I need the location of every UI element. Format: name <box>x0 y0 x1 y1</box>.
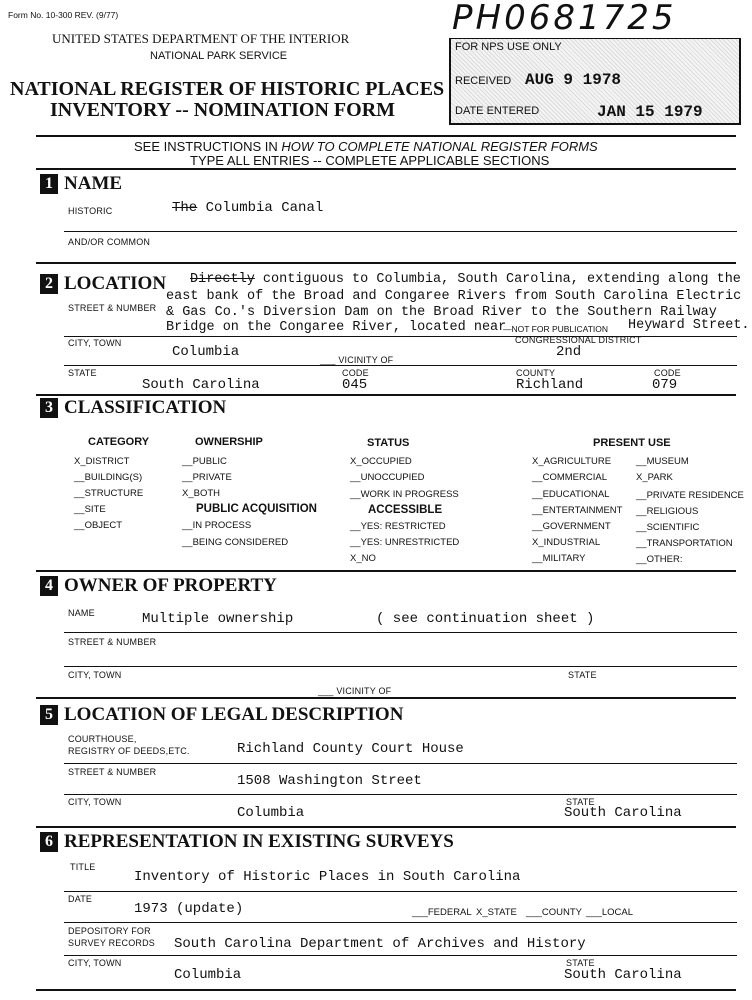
historic-name-value: The Columbia Canal <box>172 200 324 216</box>
survey-city-label: CITY, TOWN <box>68 958 122 968</box>
scope-county[interactable]: ___COUNTY <box>526 907 582 918</box>
section-6-heading: REPRESENTATION IN EXISTING SURVEYS <box>64 831 454 852</box>
legal-city-label: CITY, TOWN <box>68 797 122 807</box>
section-3-number: 3 <box>40 398 58 418</box>
legal-street-divider <box>64 794 737 795</box>
survey-title-label: TITLE <box>70 862 96 872</box>
depository-label-line2: SURVEY RECORDS <box>68 938 155 948</box>
accessible-unrestricted[interactable]: __YES: UNRESTRICTED <box>350 537 460 548</box>
category-object[interactable]: __OBJECT <box>74 520 123 531</box>
depository-divider <box>64 955 737 956</box>
use-transportation[interactable]: __TRANSPORTATION <box>636 538 733 549</box>
form-title-line1: NATIONAL REGISTER OF HISTORIC PLACES <box>10 78 445 100</box>
state-label: STATE <box>68 368 97 378</box>
owner-state-label: STATE <box>568 670 597 680</box>
scope-state[interactable]: X_STATE <box>476 907 517 918</box>
header-divider <box>36 135 736 137</box>
county-code-label: CODE <box>654 368 681 378</box>
section-5-heading: LOCATION OF LEGAL DESCRIPTION <box>64 704 404 725</box>
survey-date-value: 1973 (update) <box>134 901 244 917</box>
use-religious[interactable]: __RELIGIOUS <box>636 506 699 517</box>
courthouse-divider <box>64 763 737 764</box>
date-entered-label: DATE ENTERED <box>455 105 540 117</box>
status-column-heading: STATUS <box>367 437 410 449</box>
form-number: Form No. 10-300 REV. (9/77) <box>8 10 119 20</box>
section-3-divider <box>36 570 736 572</box>
district-value: 2nd <box>556 344 582 360</box>
nps-use-only-label: FOR NPS USE ONLY <box>455 41 562 53</box>
section-6-divider <box>36 989 736 991</box>
ownership-public[interactable]: __PUBLIC <box>182 456 227 467</box>
service-name: NATIONAL PARK SERVICE <box>150 50 288 62</box>
section-5-divider <box>36 826 736 828</box>
legal-street-label: STREET & NUMBER <box>68 767 157 777</box>
vicinity-label: ___ VICINITY OF <box>320 355 394 365</box>
category-site[interactable]: __SITE <box>74 504 106 515</box>
instructions-divider <box>36 168 736 170</box>
common-name-label: AND/OR COMMON <box>68 237 151 247</box>
public-acquisition-heading: PUBLIC ACQUISITION <box>196 503 317 515</box>
category-buildings[interactable]: __BUILDING(S) <box>74 472 143 483</box>
use-scientific[interactable]: __SCIENTIFIC <box>636 522 700 533</box>
section-2-divider <box>36 394 736 396</box>
category-district[interactable]: X_DISTRICT <box>74 456 130 467</box>
historic-name-label: HISTORIC <box>68 206 113 216</box>
acquisition-being-considered[interactable]: __BEING CONSIDERED <box>182 537 289 548</box>
nps-use-box <box>449 38 741 125</box>
section-4-divider <box>36 697 736 699</box>
accessible-heading: ACCESSIBLE <box>368 504 443 516</box>
owner-name-divider <box>64 632 737 633</box>
status-work-in-progress[interactable]: __WORK IN PROGRESS <box>350 489 459 500</box>
use-commercial[interactable]: __COMMERCIAL <box>532 472 607 483</box>
section-4-number: 4 <box>40 576 58 596</box>
location-line-4: Bridge on the Congaree River, located near <box>166 320 507 335</box>
name-divider <box>64 231 737 232</box>
city-divider <box>64 365 737 366</box>
use-agriculture[interactable]: X_AGRICULTURE <box>532 456 612 467</box>
scope-federal[interactable]: ___FEDERAL <box>412 907 472 918</box>
courthouse-label-line2: REGISTRY OF DEEDS,ETC. <box>68 746 190 756</box>
not-for-publication-label: —NOT FOR PUBLICATION <box>503 324 609 334</box>
department-name: UNITED STATES DEPARTMENT OF THE INTERIOR <box>52 31 350 46</box>
owner-name-note: ( see continuation sheet ) <box>376 611 595 627</box>
survey-city-value: Columbia <box>174 967 242 983</box>
owner-name-label: NAME <box>68 608 95 618</box>
ownership-both[interactable]: X_BOTH <box>182 488 221 499</box>
section-3-heading: CLASSIFICATION <box>64 397 227 418</box>
form-title-line2: INVENTORY -- NOMINATION FORM <box>50 99 396 121</box>
present-use-column-heading: PRESENT USE <box>593 437 671 449</box>
section-6-number: 6 <box>40 832 58 852</box>
acquisition-in-process[interactable]: __IN PROCESS <box>182 520 252 531</box>
county-label: COUNTY <box>516 368 556 378</box>
category-column-heading: CATEGORY <box>88 436 150 448</box>
section-4-heading: OWNER OF PROPERTY <box>64 575 277 596</box>
state-value: South Carolina <box>142 377 260 393</box>
location-line-4-end: Heyward Street. <box>628 318 750 333</box>
section-1-heading: NAME <box>64 173 123 194</box>
use-educational[interactable]: __EDUCATIONAL <box>532 489 610 500</box>
scope-local[interactable]: ___LOCAL <box>586 907 634 918</box>
received-label: RECEIVED <box>455 75 512 87</box>
survey-date-label: DATE <box>68 894 93 904</box>
use-entertainment[interactable]: __ENTERTAINMENT <box>532 505 623 516</box>
ownership-private[interactable]: __PRIVATE <box>182 472 232 483</box>
date-entered-stamp: JAN 15 1979 <box>597 103 703 121</box>
instructions-line2: TYPE ALL ENTRIES -- COMPLETE APPLICABLE SECTIONS <box>190 153 550 168</box>
location-line-2: east bank of the Broad and Congaree Rivers from South Carolina Electric <box>166 289 742 304</box>
use-government[interactable]: __GOVERNMENT <box>532 521 611 532</box>
legal-state-label: STATE <box>566 797 595 807</box>
depository-label-line1: DEPOSITORY FOR <box>68 926 151 936</box>
section-1-divider <box>36 262 736 264</box>
handwritten-reference-id: PH0681725 <box>452 0 677 38</box>
use-other[interactable]: __OTHER: <box>636 554 683 565</box>
legal-state-value: South Carolina <box>564 805 682 821</box>
legal-city-value: Columbia <box>237 805 305 821</box>
survey-title-value: Inventory of Historic Places in South Carolina <box>134 869 521 885</box>
owner-street-label: STREET & NUMBER <box>68 637 157 647</box>
courthouse-label-line1: COURTHOUSE, <box>68 734 137 744</box>
survey-state-label: STATE <box>566 958 595 968</box>
survey-title-divider <box>64 891 737 892</box>
location-line-1: Directly contiguous to Columbia, South Carolina, extending along the <box>190 272 741 287</box>
location-line-3: & Gas Co.'s Diversion Dam on the Broad River to the Southern Railway <box>166 305 717 320</box>
state-code-label: CODE <box>342 368 369 378</box>
status-occupied[interactable]: X_OCCUPIED <box>350 456 412 467</box>
status-unoccupied[interactable]: __UNOCCUPIED <box>350 472 425 483</box>
ownership-column-heading: OWNERSHIP <box>195 436 263 448</box>
category-structure[interactable]: __STRUCTURE <box>74 488 144 499</box>
received-stamp: AUG 9 1978 <box>525 71 622 89</box>
owner-name-value: Multiple ownership <box>142 611 294 627</box>
courthouse-value: Richland County Court House <box>237 741 464 757</box>
section-2-number: 2 <box>40 274 58 294</box>
county-code-value: 079 <box>652 377 678 393</box>
section-5-number: 5 <box>40 705 58 725</box>
owner-city-label: CITY, TOWN <box>68 670 122 680</box>
survey-state-value: South Carolina <box>564 967 682 983</box>
use-industrial[interactable]: X_INDUSTRIAL <box>532 537 601 548</box>
use-military[interactable]: __MILITARY <box>532 553 586 564</box>
section-2-heading: LOCATION <box>64 273 167 294</box>
instructions-line1: SEE INSTRUCTIONS IN HOW TO COMPLETE NATIONAL REGISTER FORMS <box>134 139 598 154</box>
congressional-district-label: CONGRESSIONAL DISTRICT <box>515 335 642 345</box>
depository-value: South Carolina Department of Archives and History <box>174 936 586 952</box>
accessible-no[interactable]: X_NO <box>350 553 376 564</box>
accessible-restricted[interactable]: __YES: RESTRICTED <box>350 521 446 532</box>
county-value: Richland <box>516 377 584 393</box>
owner-vicinity-label: ___ VICINITY OF <box>318 686 392 696</box>
street-number-label: STREET & NUMBER <box>68 303 157 313</box>
city-value: Columbia <box>172 344 240 360</box>
city-town-label: CITY, TOWN <box>68 338 122 348</box>
use-park[interactable]: X_PARK <box>636 472 673 483</box>
state-code-value: 045 <box>342 377 368 393</box>
use-museum[interactable]: __MUSEUM <box>636 456 689 467</box>
use-private-residence[interactable]: __PRIVATE RESIDENCE <box>636 490 744 501</box>
section-1-number: 1 <box>40 174 58 194</box>
legal-street-value: 1508 Washington Street <box>237 773 422 789</box>
survey-date-divider <box>64 922 737 923</box>
owner-street-divider <box>64 666 737 667</box>
